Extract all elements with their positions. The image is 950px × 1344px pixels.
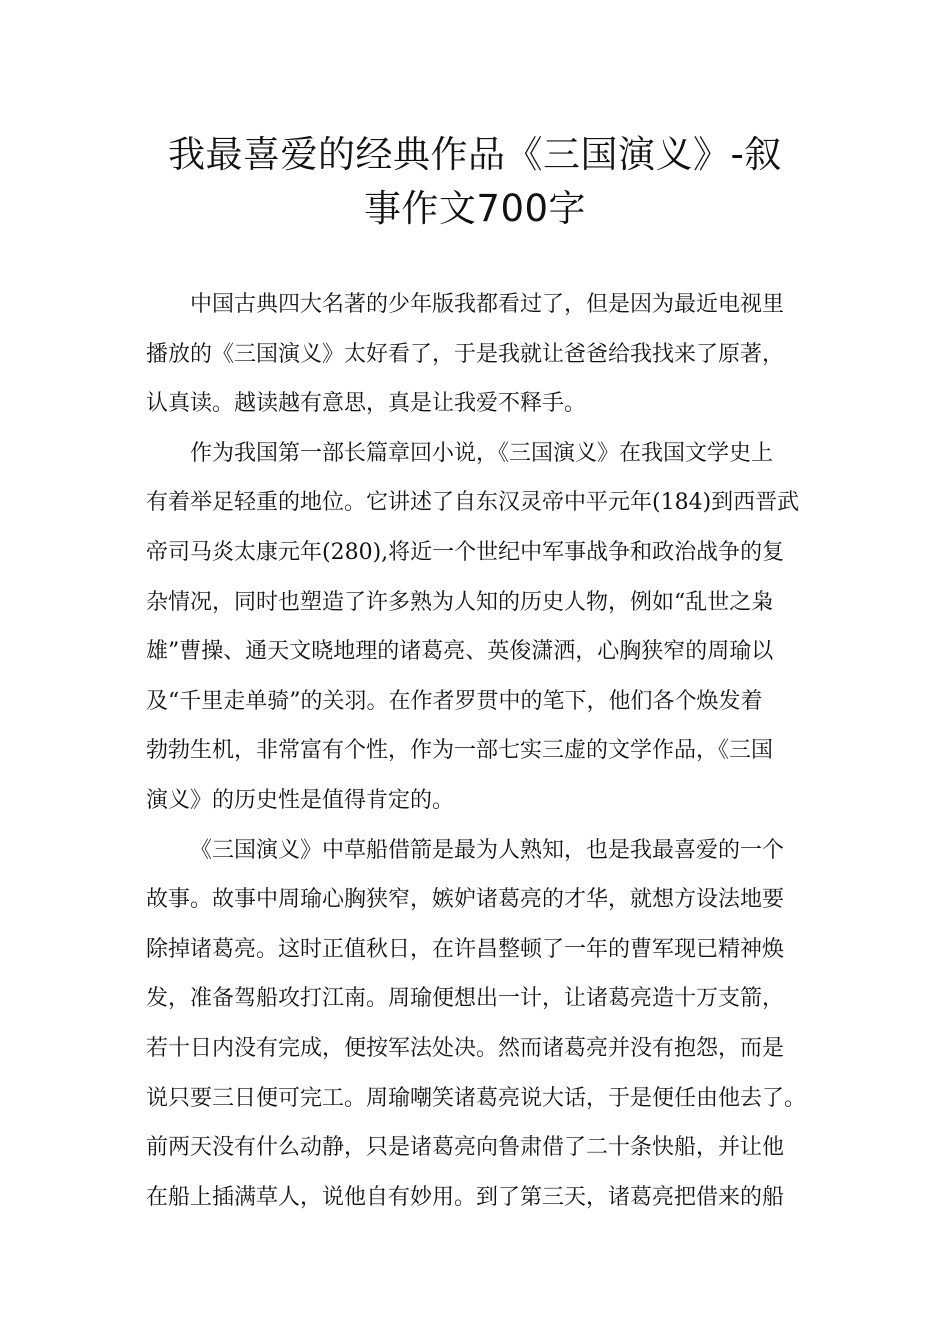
paragraph-line: 中国古典四大名著的少年版我都看过了，但是因为最近电视里 — [190, 292, 785, 317]
document-title — [100, 128, 850, 236]
title-line: 事作文700字 — [363, 187, 587, 230]
paragraph-line: 前两天没有什么动静，只是诸葛亮向鲁肃借了二十条快船，并让他 — [146, 1135, 785, 1161]
document-body — [146, 280, 826, 1222]
paragraph-line: 故事。故事中周瑜心胸狭窄，嫉妒诸葛亮的才华，就想方设法地要 — [146, 887, 785, 913]
paragraph-line: 若十日内没有完成，便按军法处决。然而诸葛亮并没有抱怨，而是 — [146, 1035, 785, 1061]
paragraph-line: 除掉诸葛亮。这时正值秋日，在许昌整顿了一年的曹军现已精神焕 — [146, 936, 785, 962]
paragraph — [146, 429, 826, 826]
paragraph-line: 在船上插满草人，说他自有妙用。到了第三天，诸葛亮把借来的船 — [146, 1184, 785, 1210]
paragraph-line: 及“千里走单骑”的关羽。在作者罗贯中的笔下，他们各个焕发着 — [146, 688, 763, 714]
paragraph-line: 发，准备驾船攻打江南。周瑜便想出一计，让诸葛亮造十万支箭， — [146, 986, 785, 1012]
paragraph — [146, 280, 826, 429]
paragraph-line: 《三国演义》中草船借箭是最为人熟知，也是我最喜爱的一个 — [190, 837, 785, 863]
paragraph-line: 说只要三日便可完工。周瑜嘲笑诸葛亮说大话，于是便任由他去了。 — [146, 1085, 807, 1111]
paragraph-line: 演义》的历史性是值得肯定的。 — [146, 787, 455, 813]
paragraph — [146, 826, 826, 1223]
paragraph-line: 勃勃生机，非常富有个性，作为一部七实三虚的文学作品，《三国 — [146, 738, 774, 764]
paragraph-line: 作为我国第一部长篇章回小说，《三国演义》在我国文学史上 — [190, 440, 774, 466]
paragraph-line: 有着举足轻重的地位。它讲述了自东汉灵帝中平元年(184)到西晋武 — [146, 490, 800, 516]
paragraph-line: 帝司马炎太康元年(280),将近一个世纪中军事战争和政治战争的复 — [146, 539, 785, 565]
paragraph-line: 播放的《三国演义》太好看了，于是我就让爸爸给我找来了原著， — [146, 341, 785, 367]
title-line: 我最喜爱的经典作品《三国演义》-叙 — [168, 133, 782, 176]
paragraph-line: 认真读。越读越有意思，真是让我爱不释手。 — [146, 391, 587, 417]
paragraph-line: 雄”曹操、通天文晓地理的诸葛亮、英俊潇洒，心胸狭窄的周瑜以 — [146, 639, 774, 665]
paragraph-line: 杂情况，同时也塑造了许多熟为人知的历史人物，例如“乱世之枭 — [146, 589, 774, 615]
